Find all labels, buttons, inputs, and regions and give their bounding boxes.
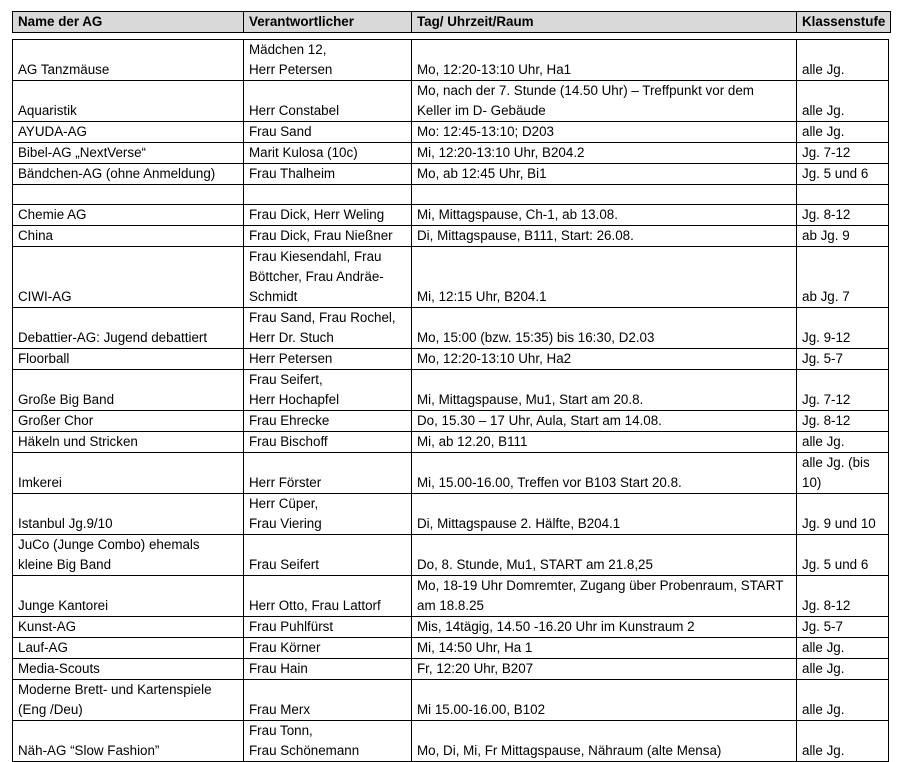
cell-time: Fr, 12:20 Uhr, B207 xyxy=(412,659,797,680)
cell-time: Mo, ab 12:45 Uhr, Bi1 xyxy=(412,164,797,185)
cell-time: Mo, nach der 7. Stunde (14.50 Uhr) – Treffpunkt vor dem Keller im D- Gebäude xyxy=(412,81,797,122)
header-teacher: Verantwortlicher xyxy=(244,12,412,33)
cell-grade: Jg. 9-12 xyxy=(797,308,889,349)
cell-name: Großer Chor xyxy=(13,411,244,432)
cell-grade: alle Jg. xyxy=(797,638,889,659)
cell-grade: Jg. 5 und 6 xyxy=(797,535,889,576)
cell-grade: Jg. 8-12 xyxy=(797,576,889,617)
table-row xyxy=(13,164,889,185)
cell-grade: ab Jg. 7 xyxy=(797,247,889,308)
table-row xyxy=(13,185,889,205)
cell-time: Mo, 15:00 (bzw. 15:35) bis 16:30, D2.03 xyxy=(412,308,797,349)
cell-grade: alle Jg. xyxy=(797,680,889,721)
table-row xyxy=(13,308,889,349)
cell-teacher: Herr Cüper, Frau Viering xyxy=(244,494,412,535)
table-row xyxy=(13,494,889,535)
cell-name: Floorball xyxy=(13,349,244,370)
table-row xyxy=(13,535,889,576)
cell-name: Chemie AG xyxy=(13,205,244,226)
cell-name: Media-Scouts xyxy=(13,659,244,680)
cell-name: Häkeln und Stricken xyxy=(13,432,244,453)
table-row xyxy=(13,617,889,638)
cell-name: Moderne Brett- und Kartenspiele (Eng /Deu) xyxy=(13,680,244,721)
cell-teacher: Frau Merx xyxy=(244,680,412,721)
table-row xyxy=(13,143,889,164)
cell-name: Debattier-AG: Jugend debattiert xyxy=(13,308,244,349)
cell-grade: Jg. 8-12 xyxy=(797,411,889,432)
cell-name: Näh-AG “Slow Fashion” xyxy=(13,721,244,762)
cell-teacher xyxy=(244,185,412,205)
cell-name: JuCo (Junge Combo) ehemals kleine Big Band xyxy=(13,535,244,576)
cell-teacher: Frau Seifert, Herr Hochapfel xyxy=(244,370,412,411)
table-row xyxy=(13,432,889,453)
cell-time: Mi, Mittagspause, Ch-1, ab 13.08. xyxy=(412,205,797,226)
cell-name: Bändchen-AG (ohne Anmeldung) xyxy=(13,164,244,185)
cell-time: Mo, 12:20-13:10 Uhr, Ha1 xyxy=(412,40,797,81)
cell-teacher: Marit Kulosa (10c) xyxy=(244,143,412,164)
cell-teacher: Mädchen 12, Herr Petersen xyxy=(244,40,412,81)
table-row xyxy=(13,411,889,432)
cell-time: Mi, ab 12.20, B111 xyxy=(412,432,797,453)
table-row xyxy=(13,680,889,721)
header-table xyxy=(12,11,891,33)
table-row xyxy=(13,576,889,617)
cell-teacher: Frau Ehrecke xyxy=(244,411,412,432)
cell-time: Mi, 15.00-16.00, Treffen vor B103 Start 20.8. xyxy=(412,453,797,494)
table-row xyxy=(13,205,889,226)
cell-grade: ab Jg. 9 xyxy=(797,226,889,247)
table-row xyxy=(13,40,889,81)
header-time: Tag/ Uhrzeit/Raum xyxy=(412,12,797,33)
table-row xyxy=(13,122,889,143)
cell-teacher: Herr Förster xyxy=(244,453,412,494)
cell-teacher: Frau Sand xyxy=(244,122,412,143)
cell-time: Mo, 12:20-13:10 Uhr, Ha2 xyxy=(412,349,797,370)
cell-teacher: Frau Seifert xyxy=(244,535,412,576)
cell-teacher: Frau Thalheim xyxy=(244,164,412,185)
table-row xyxy=(13,81,889,122)
cell-time: Mi, Mittagspause, Mu1, Start am 20.8. xyxy=(412,370,797,411)
cell-teacher: Frau Tonn, Frau Schönemann xyxy=(244,721,412,762)
cell-grade: Jg. 9 und 10 xyxy=(797,494,889,535)
cell-grade: alle Jg. xyxy=(797,432,889,453)
cell-time: Mo: 12:45-13:10; D203 xyxy=(412,122,797,143)
cell-name: Große Big Band xyxy=(13,370,244,411)
cell-time: Mi, 12:15 Uhr, B204.1 xyxy=(412,247,797,308)
cell-name: Lauf-AG xyxy=(13,638,244,659)
table-row xyxy=(13,721,889,762)
cell-grade: Jg. 7-12 xyxy=(797,143,889,164)
cell-time: Do, 15.30 – 17 Uhr, Aula, Start am 14.08. xyxy=(412,411,797,432)
cell-time xyxy=(412,185,797,205)
cell-grade: alle Jg. xyxy=(797,122,889,143)
cell-grade: alle Jg. xyxy=(797,81,889,122)
cell-time: Di, Mittagspause 2. Hälfte, B204.1 xyxy=(412,494,797,535)
cell-name: Istanbul Jg.9/10 xyxy=(13,494,244,535)
cell-time: Di, Mittagspause, B111, Start: 26.08. xyxy=(412,226,797,247)
cell-grade: Jg. 5-7 xyxy=(797,617,889,638)
cell-teacher: Frau Dick, Frau Nießner xyxy=(244,226,412,247)
ag-table-body xyxy=(13,40,889,762)
cell-name: Kunst-AG xyxy=(13,617,244,638)
cell-time: Mi, 14:50 Uhr, Ha 1 xyxy=(412,638,797,659)
table-row xyxy=(13,370,889,411)
cell-name: Imkerei xyxy=(13,453,244,494)
cell-time: Mi 15.00-16.00, B102 xyxy=(412,680,797,721)
table-row xyxy=(13,453,889,494)
header-name: Name der AG xyxy=(13,12,244,33)
cell-teacher: Frau Körner xyxy=(244,638,412,659)
cell-teacher: Frau Kiesendahl, Frau Böttcher, Frau Andräe-Schmidt xyxy=(244,247,412,308)
cell-teacher: Frau Sand, Frau Rochel, Herr Dr. Stuch xyxy=(244,308,412,349)
cell-teacher: Herr Petersen xyxy=(244,349,412,370)
cell-teacher: Frau Puhlfürst xyxy=(244,617,412,638)
header-row xyxy=(13,12,891,33)
cell-time: Mo, 18-19 Uhr Domremter, Zugang über Probenraum, START am 18.8.25 xyxy=(412,576,797,617)
cell-name: AYUDA-AG xyxy=(13,122,244,143)
cell-grade xyxy=(797,185,889,205)
cell-grade: alle Jg. xyxy=(797,721,889,762)
cell-grade: alle Jg. xyxy=(797,40,889,81)
cell-grade: Jg. 5-7 xyxy=(797,349,889,370)
cell-grade: Jg. 8-12 xyxy=(797,205,889,226)
cell-time: Mi, 12:20-13:10 Uhr, B204.2 xyxy=(412,143,797,164)
table-row xyxy=(13,638,889,659)
ag-table xyxy=(12,39,889,762)
cell-teacher: Frau Hain xyxy=(244,659,412,680)
table-row xyxy=(13,247,889,308)
cell-teacher: Frau Bischoff xyxy=(244,432,412,453)
cell-time: Mis, 14tägig, 14.50 -16.20 Uhr im Kunstraum 2 xyxy=(412,617,797,638)
table-row xyxy=(13,226,889,247)
cell-grade: alle Jg. xyxy=(797,659,889,680)
cell-grade: Jg. 7-12 xyxy=(797,370,889,411)
cell-name: Junge Kantorei xyxy=(13,576,244,617)
table-row xyxy=(13,349,889,370)
cell-grade: Jg. 5 und 6 xyxy=(797,164,889,185)
cell-name: AG Tanzmäuse xyxy=(13,40,244,81)
cell-name: Bibel-AG „NextVerse“ xyxy=(13,143,244,164)
cell-time: Do, 8. Stunde, Mu1, START am 21.8,25 xyxy=(412,535,797,576)
header-grade: Klassenstufe xyxy=(797,12,891,33)
table-row xyxy=(13,659,889,680)
cell-teacher: Herr Constabel xyxy=(244,81,412,122)
cell-teacher: Herr Otto, Frau Lattorf xyxy=(244,576,412,617)
cell-name: CIWI-AG xyxy=(13,247,244,308)
cell-name xyxy=(13,185,244,205)
cell-teacher: Frau Dick, Herr Weling xyxy=(244,205,412,226)
cell-name: China xyxy=(13,226,244,247)
cell-time: Mo, Di, Mi, Fr Mittagspause, Nähraum (alte Mensa) xyxy=(412,721,797,762)
cell-grade: alle Jg. (bis 10) xyxy=(797,453,889,494)
cell-name: Aquaristik xyxy=(13,81,244,122)
